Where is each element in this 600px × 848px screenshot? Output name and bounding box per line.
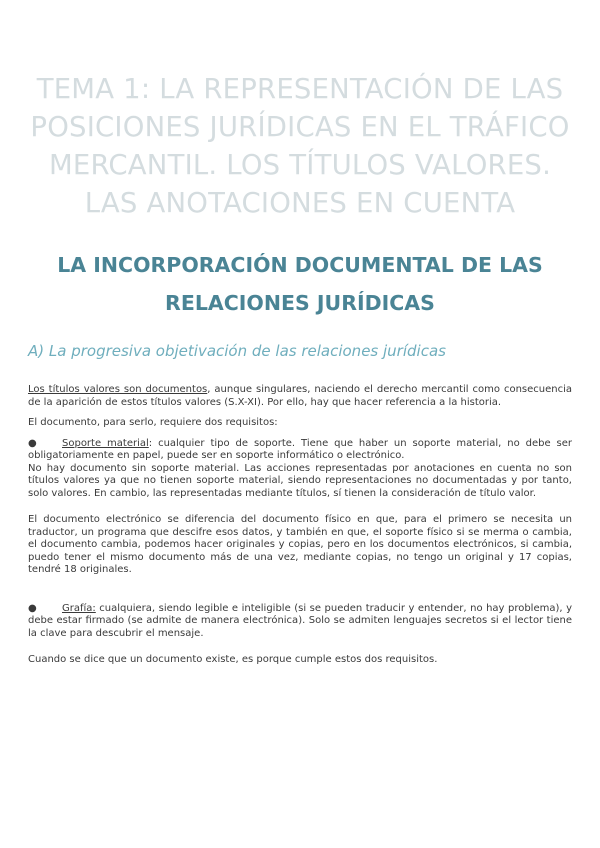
document-body <box>28 384 572 667</box>
subsection-heading: A) La progresiva objetivación de las relaciones jurídicas <box>28 342 446 360</box>
paragraph-text: , aunque singulares, naciendo el derecho mercantil como consecuencia de la aparición de estos títulos valores (S.X-XI). Por ello, hay que hacer referencia a la historia. <box>28 384 572 408</box>
section-heading: LA INCORPORACIÓN DOCUMENTAL DE LAS RELACIONES JURÍDICAS <box>57 253 543 315</box>
list-item-soporte <box>28 438 572 463</box>
paragraph-intro <box>28 384 572 409</box>
list-item-text: cualquiera, siendo legible e inteligible (si se pueden traducir y entender, no hay problema), y debe estar firmado (se admite de manera electrónica). Solo se admiten lenguajes secretos si el lector tiene la clave para descubrir el mensaje. <box>28 602 572 639</box>
page-title: TEMA 1: LA REPRESENTACIÓN DE LAS POSICIONES JURÍDICAS EN EL TRÁFICO MERCANTIL. LOS TÍTULOS VALORES. LAS ANOTACIONES EN CUENTA <box>30 73 570 219</box>
paragraph-conclusion: Cuando se dice que un documento existe, es porque cumple estos dos requisitos. <box>28 654 438 665</box>
list-item-text: : cualquier tipo de soporte. Tiene que haber un soporte material, no debe ser obligatoriamente en papel, puede ser en soporte informático o electrónico. <box>28 437 572 461</box>
underlined-lead: Los títulos valores son documentos <box>28 384 208 395</box>
paragraph-electronico: El documento electrónico se diferencia del documento físico en que, para el primero se necesita un traductor, un programa que descifre esos datos, y también en que, el soporte físico si se merma o cambia, el documento cambia, podemos hacer originales y copias, pero en los documentos electrónicos, si cambia, puedo tener el mismo documento más de una vez, mediante copias, no tengo un original y 17 copias, tendré 18 originales. <box>28 514 572 575</box>
list-item-grafia <box>28 603 572 641</box>
bullet-icon: ● <box>28 437 37 449</box>
bullet-icon: ● <box>28 602 37 614</box>
paragraph-soporte-detail: No hay documento sin soporte material. Las acciones representadas por anotaciones en cuenta no son títulos valores ya que no tienen soporte material, siendo representaciones no documentadas y por tanto, solo valores. En cambio, las representadas mediante títulos, sí tienen la consideración de título valor. <box>28 462 572 499</box>
term-grafia: Grafía: <box>62 602 96 614</box>
term-soporte: Soporte material <box>62 437 149 449</box>
paragraph-requirements: El documento, para serlo, requiere dos requisitos: <box>28 417 278 428</box>
